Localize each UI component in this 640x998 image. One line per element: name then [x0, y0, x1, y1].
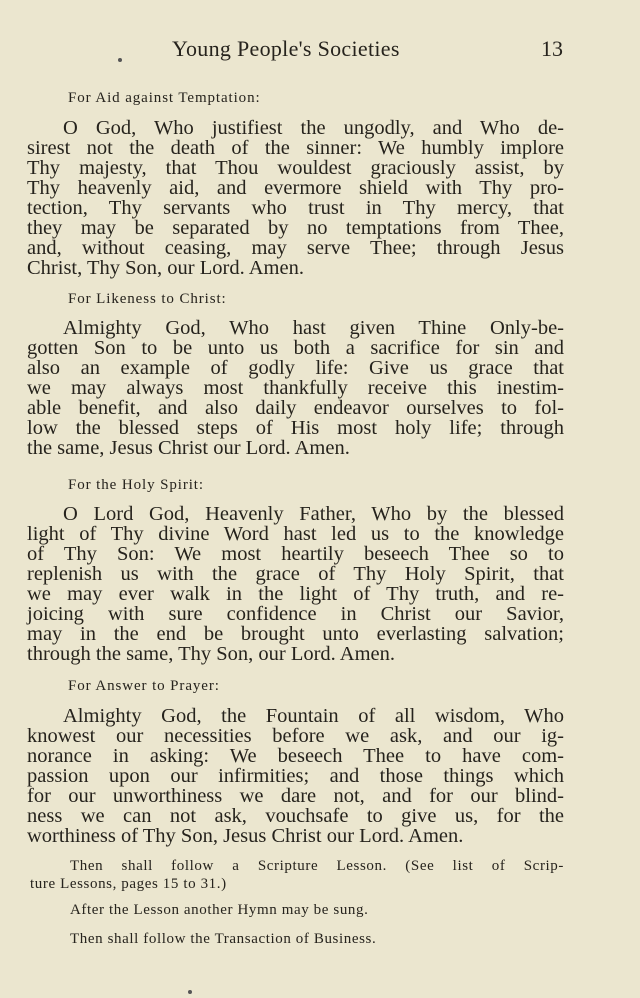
text-line: we may always most thankfully receive this inestim- — [27, 377, 564, 399]
running-title: Young People's Societies — [172, 36, 400, 61]
text-line: Almighty God, the Fountain of all wisdom, Who — [63, 705, 564, 727]
note-line: ture Lessons, pages 15 to 31.) — [30, 876, 227, 892]
text-line: they may be separated by no temptations from Thee, — [27, 217, 564, 239]
section-heading: For Likeness to Christ: — [68, 291, 227, 307]
text-line: norance in asking: We beseech Thee to have com- — [27, 745, 564, 767]
text-line: low the blessed steps of His most holy life; through — [27, 417, 564, 439]
hymn-note: After the Lesson another Hymn may be sung. — [70, 902, 369, 918]
prayer-text — [27, 318, 564, 458]
business-note: Then shall follow the Transaction of Business. — [70, 931, 377, 947]
text-line: may in the end be brought unto everlasting salvation; — [27, 623, 564, 645]
text-line: also an example of godly life: Give us grace that — [27, 357, 564, 379]
note-line: Then shall follow a Scripture Lesson. (See list of Scrip- — [70, 858, 564, 874]
text-line: tection, Thy servants who trust in Thy mercy, that — [27, 197, 564, 219]
section-heading: For Aid against Temptation: — [68, 90, 261, 106]
text-line: passion upon our infirmities; and those things which — [27, 765, 564, 787]
page-number: 13 — [541, 36, 563, 61]
text-line: Thy heavenly aid, and evermore shield with Thy pro- — [27, 177, 564, 199]
prayer-text — [27, 118, 564, 278]
text-line: sirest not the death of the sinner: We humbly implore — [27, 137, 564, 159]
section-heading: For the Holy Spirit: — [68, 477, 204, 493]
text-line: able benefit, and also daily endeavor ourselves to fol- — [27, 397, 564, 419]
text-line: ness we can not ask, vouchsafe to give us, for the — [27, 805, 564, 827]
text-line: for our unworthiness we dare not, and for our blind- — [27, 785, 564, 807]
text-line: Christ, Thy Son, our Lord. Amen. — [27, 257, 304, 279]
text-line: we may ever walk in the light of Thy truth, and re- — [27, 583, 564, 605]
text-line: replenish us with the grace of Thy Holy Spirit, that — [27, 563, 564, 585]
text-line: and, without ceasing, may serve Thee; through Jesus — [27, 237, 564, 259]
text-line: Almighty God, Who hast given Thine Only-be- — [63, 317, 564, 339]
ink-speck — [118, 58, 122, 62]
prayer-text — [27, 504, 564, 664]
text-line: of Thy Son: We most heartily beseech Thee so to — [27, 543, 564, 565]
text-line: light of Thy divine Word hast led us to the knowledge — [27, 523, 564, 545]
text-line: gotten Son to be unto us both a sacrifice for sin and — [27, 337, 564, 359]
ink-speck — [188, 990, 192, 994]
text-line: O Lord God, Heavenly Father, Who by the blessed — [63, 503, 564, 525]
text-line: through the same, Thy Son, our Lord. Amen. — [27, 643, 396, 665]
text-line: Thy majesty, that Thou wouldest graciously assist, by — [27, 157, 564, 179]
text-line: knowest our necessities before we ask, and our ig- — [27, 725, 564, 747]
section-heading: For Answer to Prayer: — [68, 678, 220, 694]
scripture-lesson-note — [30, 857, 564, 893]
text-line: worthiness of Thy Son, Jesus Christ our Lord. Amen. — [27, 825, 464, 847]
text-line: the same, Jesus Christ our Lord. Amen. — [27, 437, 350, 459]
page-header — [0, 36, 640, 66]
text-line: joicing with sure confidence in Christ our Savior, — [27, 603, 564, 625]
text-line: O God, Who justifiest the ungodly, and Who de- — [63, 117, 564, 139]
prayer-text — [27, 706, 564, 846]
